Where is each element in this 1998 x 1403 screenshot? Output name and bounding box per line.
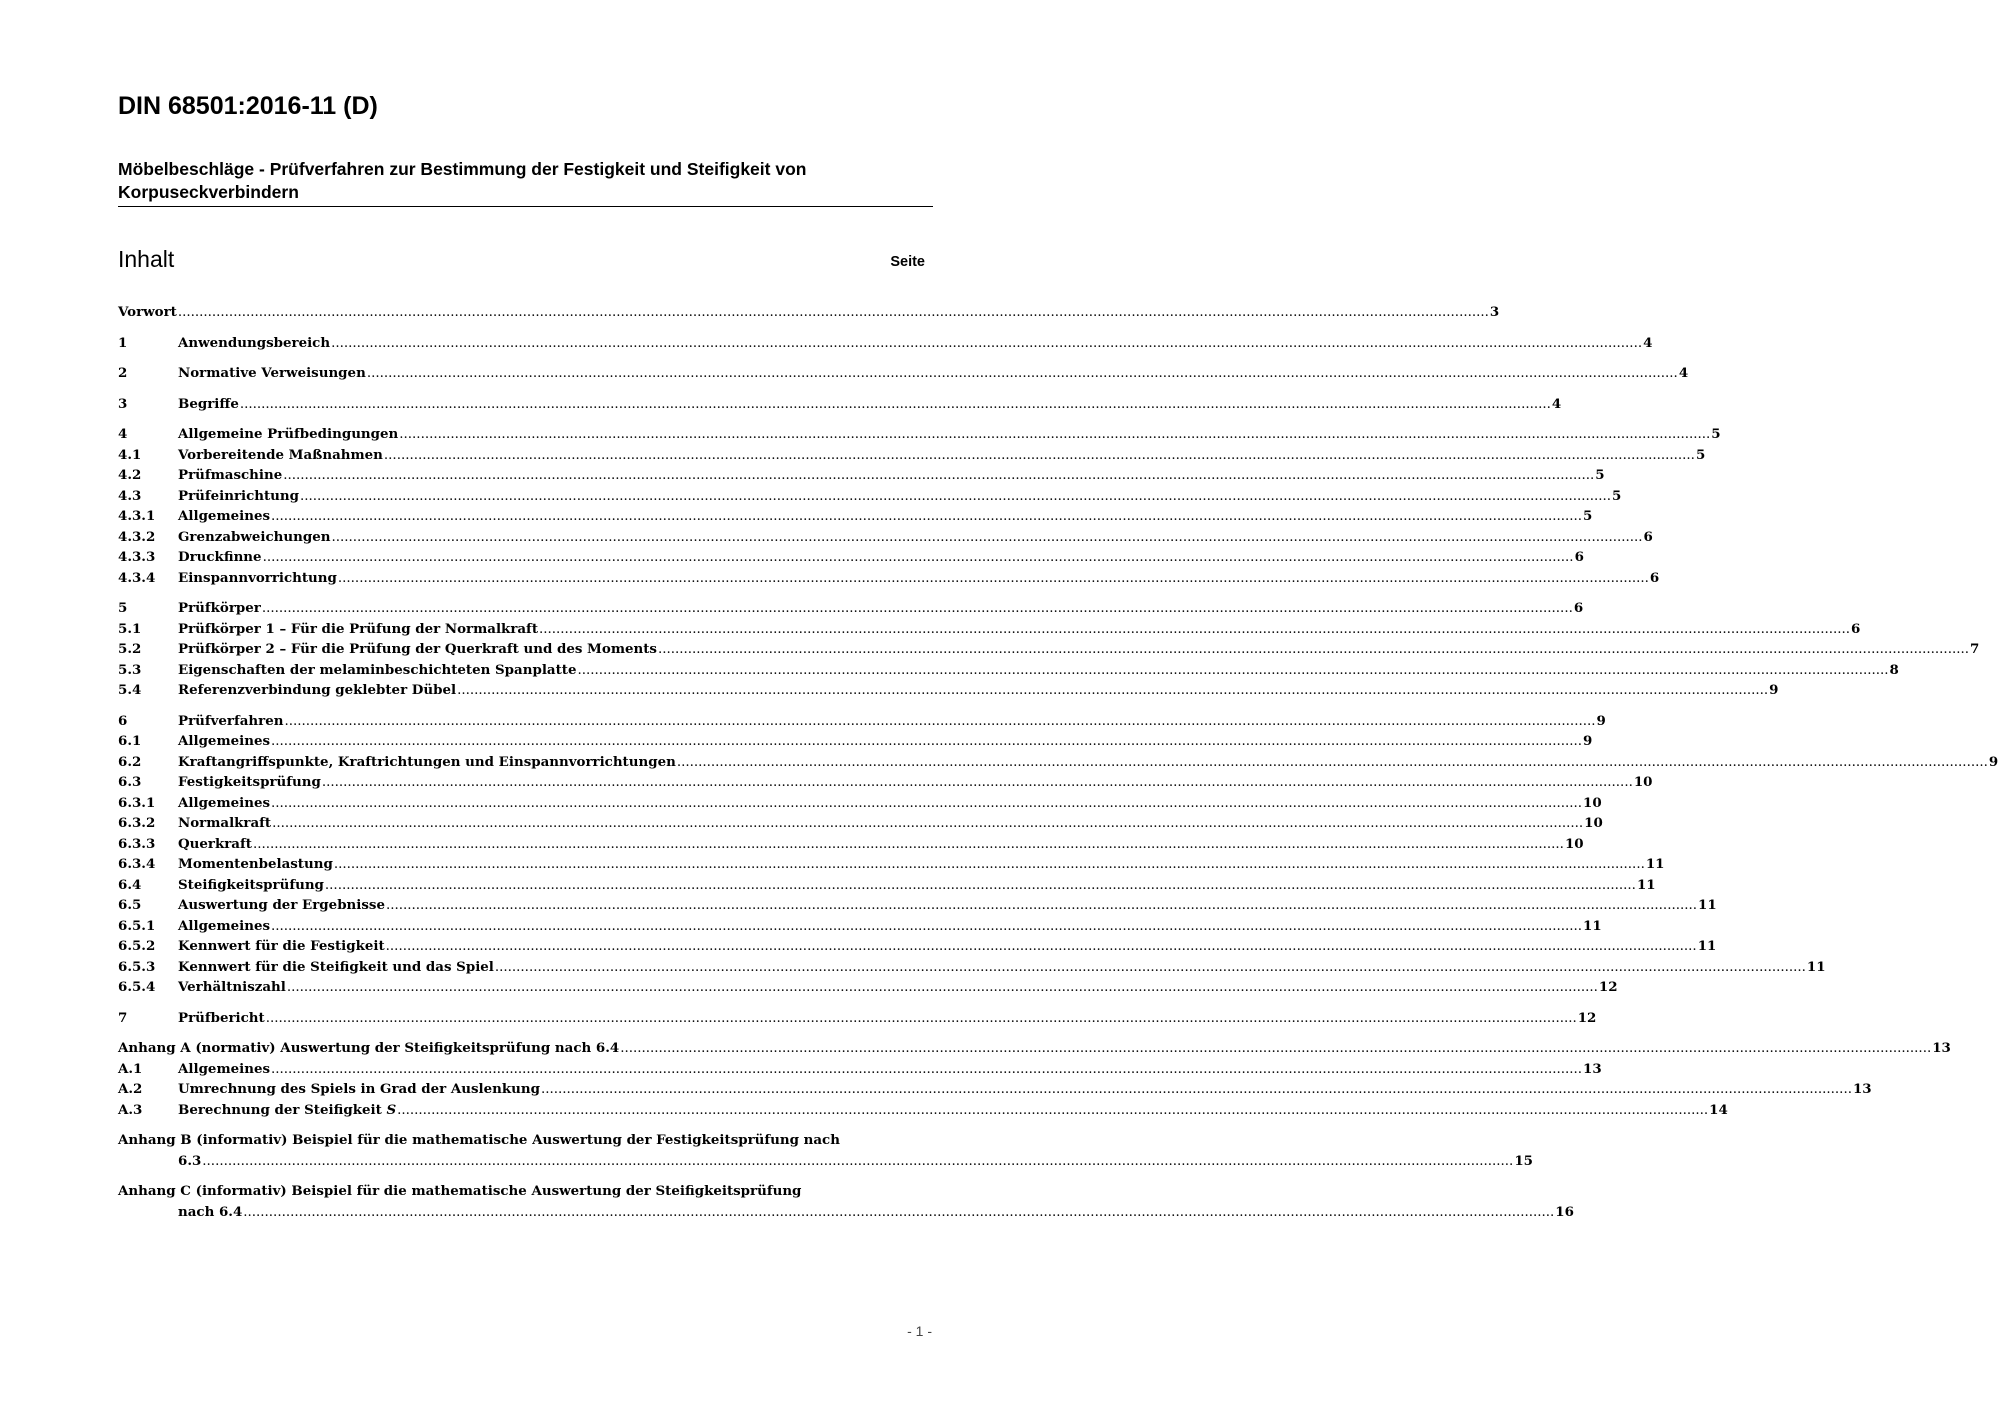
toc-leader <box>367 364 1678 385</box>
document-title: DIN 68501:2016-11 (D) <box>118 92 378 120</box>
toc-entry-page: 7 <box>1969 641 1980 657</box>
toc-entry-title: Auswertung der Ergebnisse <box>178 897 385 913</box>
toc-entry-number: A.2 <box>118 1081 143 1097</box>
toc-entry-page: 10 <box>1633 774 1653 790</box>
toc-entry-page: 16 <box>1555 1203 1574 1220</box>
toc-entry-title: Einspannvorrichtung <box>178 569 337 586</box>
toc-entry-5-3[interactable] <box>118 660 1899 681</box>
toc-entry-page: 6 <box>1573 600 1584 616</box>
toc-entry-title-line2: 6.3 <box>178 1152 202 1169</box>
toc-entry-number: 6 <box>118 712 128 729</box>
toc-entry-a-1[interactable] <box>118 1059 1602 1080</box>
toc-entry-page: 5 <box>1695 446 1706 463</box>
toc-leader <box>620 1039 1931 1060</box>
toc-entry-6-5-2[interactable] <box>118 936 1717 957</box>
toc-entry-title-line1: Anhang C (informativ) Beispiel für die mathematische Auswertung der Steifigkeitsprüfung <box>118 1183 802 1199</box>
toc-entry-page: 11 <box>1698 897 1717 913</box>
toc-entry-title: Referenzverbindung geklebter Dübel <box>178 682 457 698</box>
toc-entry-number: 6.1 <box>118 733 142 749</box>
toc-entry-5-2[interactable] <box>118 639 1980 660</box>
toc-entry-title: Kraftangriffspunkte, Kraftrichtungen und Einspannvorrichtungen <box>178 753 676 770</box>
toc-entry-4-3-4[interactable] <box>118 568 1660 589</box>
toc-heading: Inhalt <box>118 246 175 272</box>
toc-entry-number: 6.3.1 <box>118 794 156 811</box>
toc-entry-title: Prüfkörper 2 – Für die Prüfung der Querkraft und des Moments <box>178 641 657 657</box>
toc-leader <box>287 978 1598 999</box>
toc-entry-page: 10 <box>1564 835 1584 852</box>
toc-entry-page: 11 <box>1806 958 1826 975</box>
toc-entry-page: 5 <box>1595 467 1605 483</box>
toc-leader <box>322 773 1633 794</box>
toc-entry-line2 <box>118 1202 1574 1223</box>
toc-leader <box>284 712 1595 733</box>
toc-entry-page: 12 <box>1598 979 1618 995</box>
toc-entry-number: 4.3.2 <box>118 528 156 545</box>
toc-leader <box>399 425 1710 446</box>
toc-entry-number: A.1 <box>118 1060 143 1077</box>
toc-entry-title-line1: Anhang B (informativ) Beispiel für die mathematische Auswertung der Festigkeitsprüfung nach <box>118 1132 840 1148</box>
toc-entry-title <box>178 1100 396 1121</box>
toc-entry-page: 8 <box>1889 661 1899 678</box>
toc-entry-number: 6.5.4 <box>118 979 156 995</box>
toc-entry-number: 4.1 <box>118 446 142 463</box>
toc-entry-page: 9 <box>1988 753 1998 770</box>
toc-leader <box>263 548 1574 569</box>
toc-leader <box>386 896 1697 917</box>
toc-entry-number: 5.3 <box>118 661 142 678</box>
toc-leader <box>331 334 1642 355</box>
toc-entry-title: Allgemeines <box>178 1060 271 1077</box>
toc-entry-4-2[interactable] <box>118 465 1605 486</box>
toc-entry-number: 2 <box>118 365 128 381</box>
toc-page-label: Seite <box>890 254 925 270</box>
toc-entry-title: Prüfeinrichtung <box>178 487 300 504</box>
toc-entry-number: 3 <box>118 395 128 412</box>
toc-entry-number: 6.4 <box>118 876 142 893</box>
toc-entry-a-2[interactable] <box>118 1079 1872 1100</box>
page-number: - 1 - <box>907 1323 932 1339</box>
toc-entry-title-text: Berechnung der Steifigkeit <box>178 1101 382 1118</box>
toc-leader <box>334 855 1645 876</box>
toc-entry-6-3-1[interactable] <box>118 793 1602 814</box>
toc-entry-title: Normalkraft <box>178 815 272 831</box>
toc-entry-title: Grenzabweichungen <box>178 528 331 545</box>
toc-entry-anhang-b[interactable] <box>118 1130 1533 1171</box>
toc-entry-number: 4 <box>118 426 128 442</box>
toc-entry-title: Vorwort <box>118 304 177 320</box>
toc-leader <box>266 1009 1577 1030</box>
toc-entry-number: 6.5.2 <box>118 938 156 954</box>
toc-entry-line2 <box>118 1151 1533 1172</box>
toc-entry-6-1[interactable] <box>118 731 1593 752</box>
toc-entry-title: Steifigkeitsprüfung <box>178 876 324 893</box>
toc-entry-a-3[interactable] <box>118 1100 1728 1121</box>
toc-entry-6-5-1[interactable] <box>118 916 1602 937</box>
toc-entry-4[interactable] <box>118 424 1721 445</box>
toc-entry-6-2[interactable] <box>118 752 1998 773</box>
toc-leader <box>271 732 1582 753</box>
toc-entry-number: 6.3.3 <box>118 835 156 852</box>
toc-leader <box>300 487 1611 508</box>
toc-entry-page: 14 <box>1709 1101 1728 1118</box>
toc-entry-page: 11 <box>1697 938 1717 954</box>
toc-entry-title: Umrechnung des Spiels in Grad der Auslenkung <box>178 1081 540 1097</box>
toc-entry-number: 6.5 <box>118 897 142 913</box>
toc-entry-title: Normative Verweisungen <box>178 365 366 381</box>
toc-leader <box>325 876 1636 897</box>
toc-entry-number: 6.3.4 <box>118 856 156 872</box>
toc-entry-number: 5.4 <box>118 682 142 698</box>
toc-entry-6-3-4[interactable] <box>118 854 1665 875</box>
toc-leader <box>202 1152 1513 1173</box>
toc-entry-anhang-c[interactable] <box>118 1181 1574 1222</box>
toc-entry-6-5[interactable] <box>118 895 1717 916</box>
toc-entry-title-symbol: S <box>386 1101 397 1118</box>
toc-entry-number: A.3 <box>118 1101 143 1118</box>
toc-leader <box>271 1060 1582 1081</box>
toc-entry-vorwort[interactable] <box>118 302 1500 323</box>
toc-entry-7[interactable] <box>118 1008 1597 1029</box>
toc-entry-page: 12 <box>1577 1009 1597 1026</box>
toc-leader <box>577 661 1888 682</box>
toc-leader <box>541 1080 1852 1101</box>
toc-entry-6-3-2[interactable] <box>118 813 1603 834</box>
toc-leader <box>253 835 1564 856</box>
toc-entry-6-3[interactable] <box>118 772 1653 793</box>
toc-entry-page: 4 <box>1643 334 1653 351</box>
toc-entry-title: Prüfverfahren <box>178 712 284 729</box>
toc-entry-title: Kennwert für die Festigkeit <box>178 938 385 954</box>
toc-entry-4-3-1[interactable] <box>118 506 1593 527</box>
toc-entry-number: 4.3.3 <box>118 549 156 565</box>
toc-leader <box>658 640 1969 661</box>
toc-entry-page: 13 <box>1932 1040 1951 1056</box>
toc-leader <box>271 794 1582 815</box>
toc-entry-title: Allgemeines <box>178 733 271 749</box>
toc-entry-number: 6.5.3 <box>118 958 156 975</box>
toc-entry-6[interactable] <box>118 711 1606 732</box>
toc-entry-page: 6 <box>1643 528 1653 545</box>
toc-entry-title: Allgemeines <box>178 794 271 811</box>
toc-entry-page: 9 <box>1596 712 1606 729</box>
toc-leader <box>384 446 1695 467</box>
toc-entry-page: 13 <box>1583 1060 1602 1077</box>
toc-entry-number: 6.5.1 <box>118 917 156 934</box>
toc-entry-anhang-a[interactable] <box>118 1038 1951 1059</box>
toc-entry-title: Prüfkörper <box>178 600 261 616</box>
toc-entry-page: 4 <box>1678 365 1689 381</box>
toc-leader <box>539 620 1850 641</box>
toc-leader <box>178 303 1489 324</box>
toc-entry-2[interactable] <box>118 363 1689 384</box>
toc-entry-title: Vorbereitende Maßnahmen <box>178 446 383 463</box>
table-of-contents <box>118 302 1998 1222</box>
toc-entry-4-3-2[interactable] <box>118 527 1653 548</box>
toc-entry-number: 6.2 <box>118 753 142 770</box>
toc-entry-5[interactable] <box>118 598 1584 619</box>
toc-entry-3[interactable] <box>118 394 1562 415</box>
toc-entry-page: 6 <box>1851 620 1861 637</box>
toc-entry-page: 6 <box>1574 549 1584 565</box>
toc-leader <box>243 1203 1554 1224</box>
toc-entry-number: 6.3 <box>118 774 142 790</box>
toc-entry-title: Prüfmaschine <box>178 467 283 483</box>
toc-leader <box>386 937 1697 958</box>
toc-entry-title: Allgemeines <box>178 917 271 934</box>
toc-entry-6-5-3[interactable] <box>118 957 1826 978</box>
toc-entry-5-4[interactable] <box>118 680 1779 701</box>
toc-entry-number: 7 <box>118 1009 128 1026</box>
toc-entry-title: Festigkeitsprüfung <box>178 774 321 790</box>
toc-entry-number: 4.3.4 <box>118 569 156 586</box>
toc-leader <box>332 528 1643 549</box>
toc-entry-page: 3 <box>1489 304 1500 320</box>
toc-leader <box>338 569 1649 590</box>
toc-leader <box>271 917 1582 938</box>
toc-leader <box>283 466 1594 487</box>
toc-entry-page: 4 <box>1551 395 1562 412</box>
toc-entry-page: 11 <box>1645 856 1665 872</box>
toc-leader <box>272 814 1583 835</box>
toc-entry-title: Momentenbelastung <box>178 856 333 872</box>
toc-entry-page: 10 <box>1583 794 1602 811</box>
toc-entry-number: 1 <box>118 334 128 351</box>
toc-entry-5-1[interactable] <box>118 619 1861 640</box>
toc-entry-title: Querkraft <box>178 835 252 852</box>
toc-entry-page: 13 <box>1852 1081 1872 1097</box>
toc-entry-4-3[interactable] <box>118 486 1622 507</box>
toc-entry-6-4[interactable] <box>118 875 1656 896</box>
toc-entry-title: Allgemeine Prüfbedingungen <box>178 426 399 442</box>
toc-entry-page: 5 <box>1612 487 1622 504</box>
toc-entry-page: 9 <box>1583 733 1593 749</box>
toc-entry-6-5-4[interactable] <box>118 977 1618 998</box>
toc-leader <box>677 753 1988 774</box>
toc-entry-title: Prüfkörper 1 – Für die Prüfung der Normalkraft <box>178 620 539 637</box>
toc-entry-page: 5 <box>1711 426 1721 442</box>
toc-entry-page: 5 <box>1583 508 1593 524</box>
toc-leader <box>397 1101 1708 1122</box>
toc-entry-1[interactable] <box>118 333 1653 354</box>
document-subtitle: Möbelbeschläge - Prüfverfahren zur Bestimmung der Festigkeit und Steifigkeit von Korpuseckverbindern <box>118 158 933 207</box>
toc-entry-title: Anwendungsbereich <box>178 334 331 351</box>
toc-leader <box>495 958 1806 979</box>
toc-entry-title: Eigenschaften der melaminbeschichteten Spanplatte <box>178 661 577 678</box>
toc-entry-number: 5.1 <box>118 620 142 637</box>
toc-leader <box>262 599 1573 620</box>
toc-entry-page: 9 <box>1769 682 1779 698</box>
toc-entry-number: 4.3.1 <box>118 508 156 524</box>
toc-leader <box>457 681 1768 702</box>
toc-entry-number: 6.3.2 <box>118 815 156 831</box>
toc-entry-title: Verhältniszahl <box>178 979 286 995</box>
toc-entry-page: 6 <box>1649 569 1660 586</box>
toc-entry-number: 4.2 <box>118 467 142 483</box>
toc-entry-title-line2: nach 6.4 <box>178 1203 243 1220</box>
toc-entry-4-3-3[interactable] <box>118 547 1584 568</box>
toc-entry-number: 5 <box>118 600 128 616</box>
toc-leader <box>271 507 1582 528</box>
toc-entry-page: 11 <box>1636 876 1656 893</box>
toc-entry-title: Anhang A (normativ) Auswertung der Steifigkeitsprüfung nach 6.4 <box>118 1040 620 1056</box>
toc-entry-page: 15 <box>1514 1152 1533 1169</box>
toc-entry-page: 11 <box>1583 917 1602 934</box>
toc-entry-title: Allgemeines <box>178 508 271 524</box>
toc-entry-6-3-3[interactable] <box>118 834 1584 855</box>
toc-entry-title: Prüfbericht <box>178 1009 265 1026</box>
toc-entry-number: 4.3 <box>118 487 142 504</box>
toc-entry-title: Begriffe <box>178 395 239 412</box>
toc-entry-title: Kennwert für die Steifigkeit und das Spiel <box>178 958 494 975</box>
toc-leader <box>240 395 1551 416</box>
toc-entry-page: 10 <box>1584 815 1603 831</box>
toc-entry-number: 5.2 <box>118 641 142 657</box>
toc-entry-4-1[interactable] <box>118 445 1706 466</box>
toc-entry-title: Druckfinne <box>178 549 262 565</box>
